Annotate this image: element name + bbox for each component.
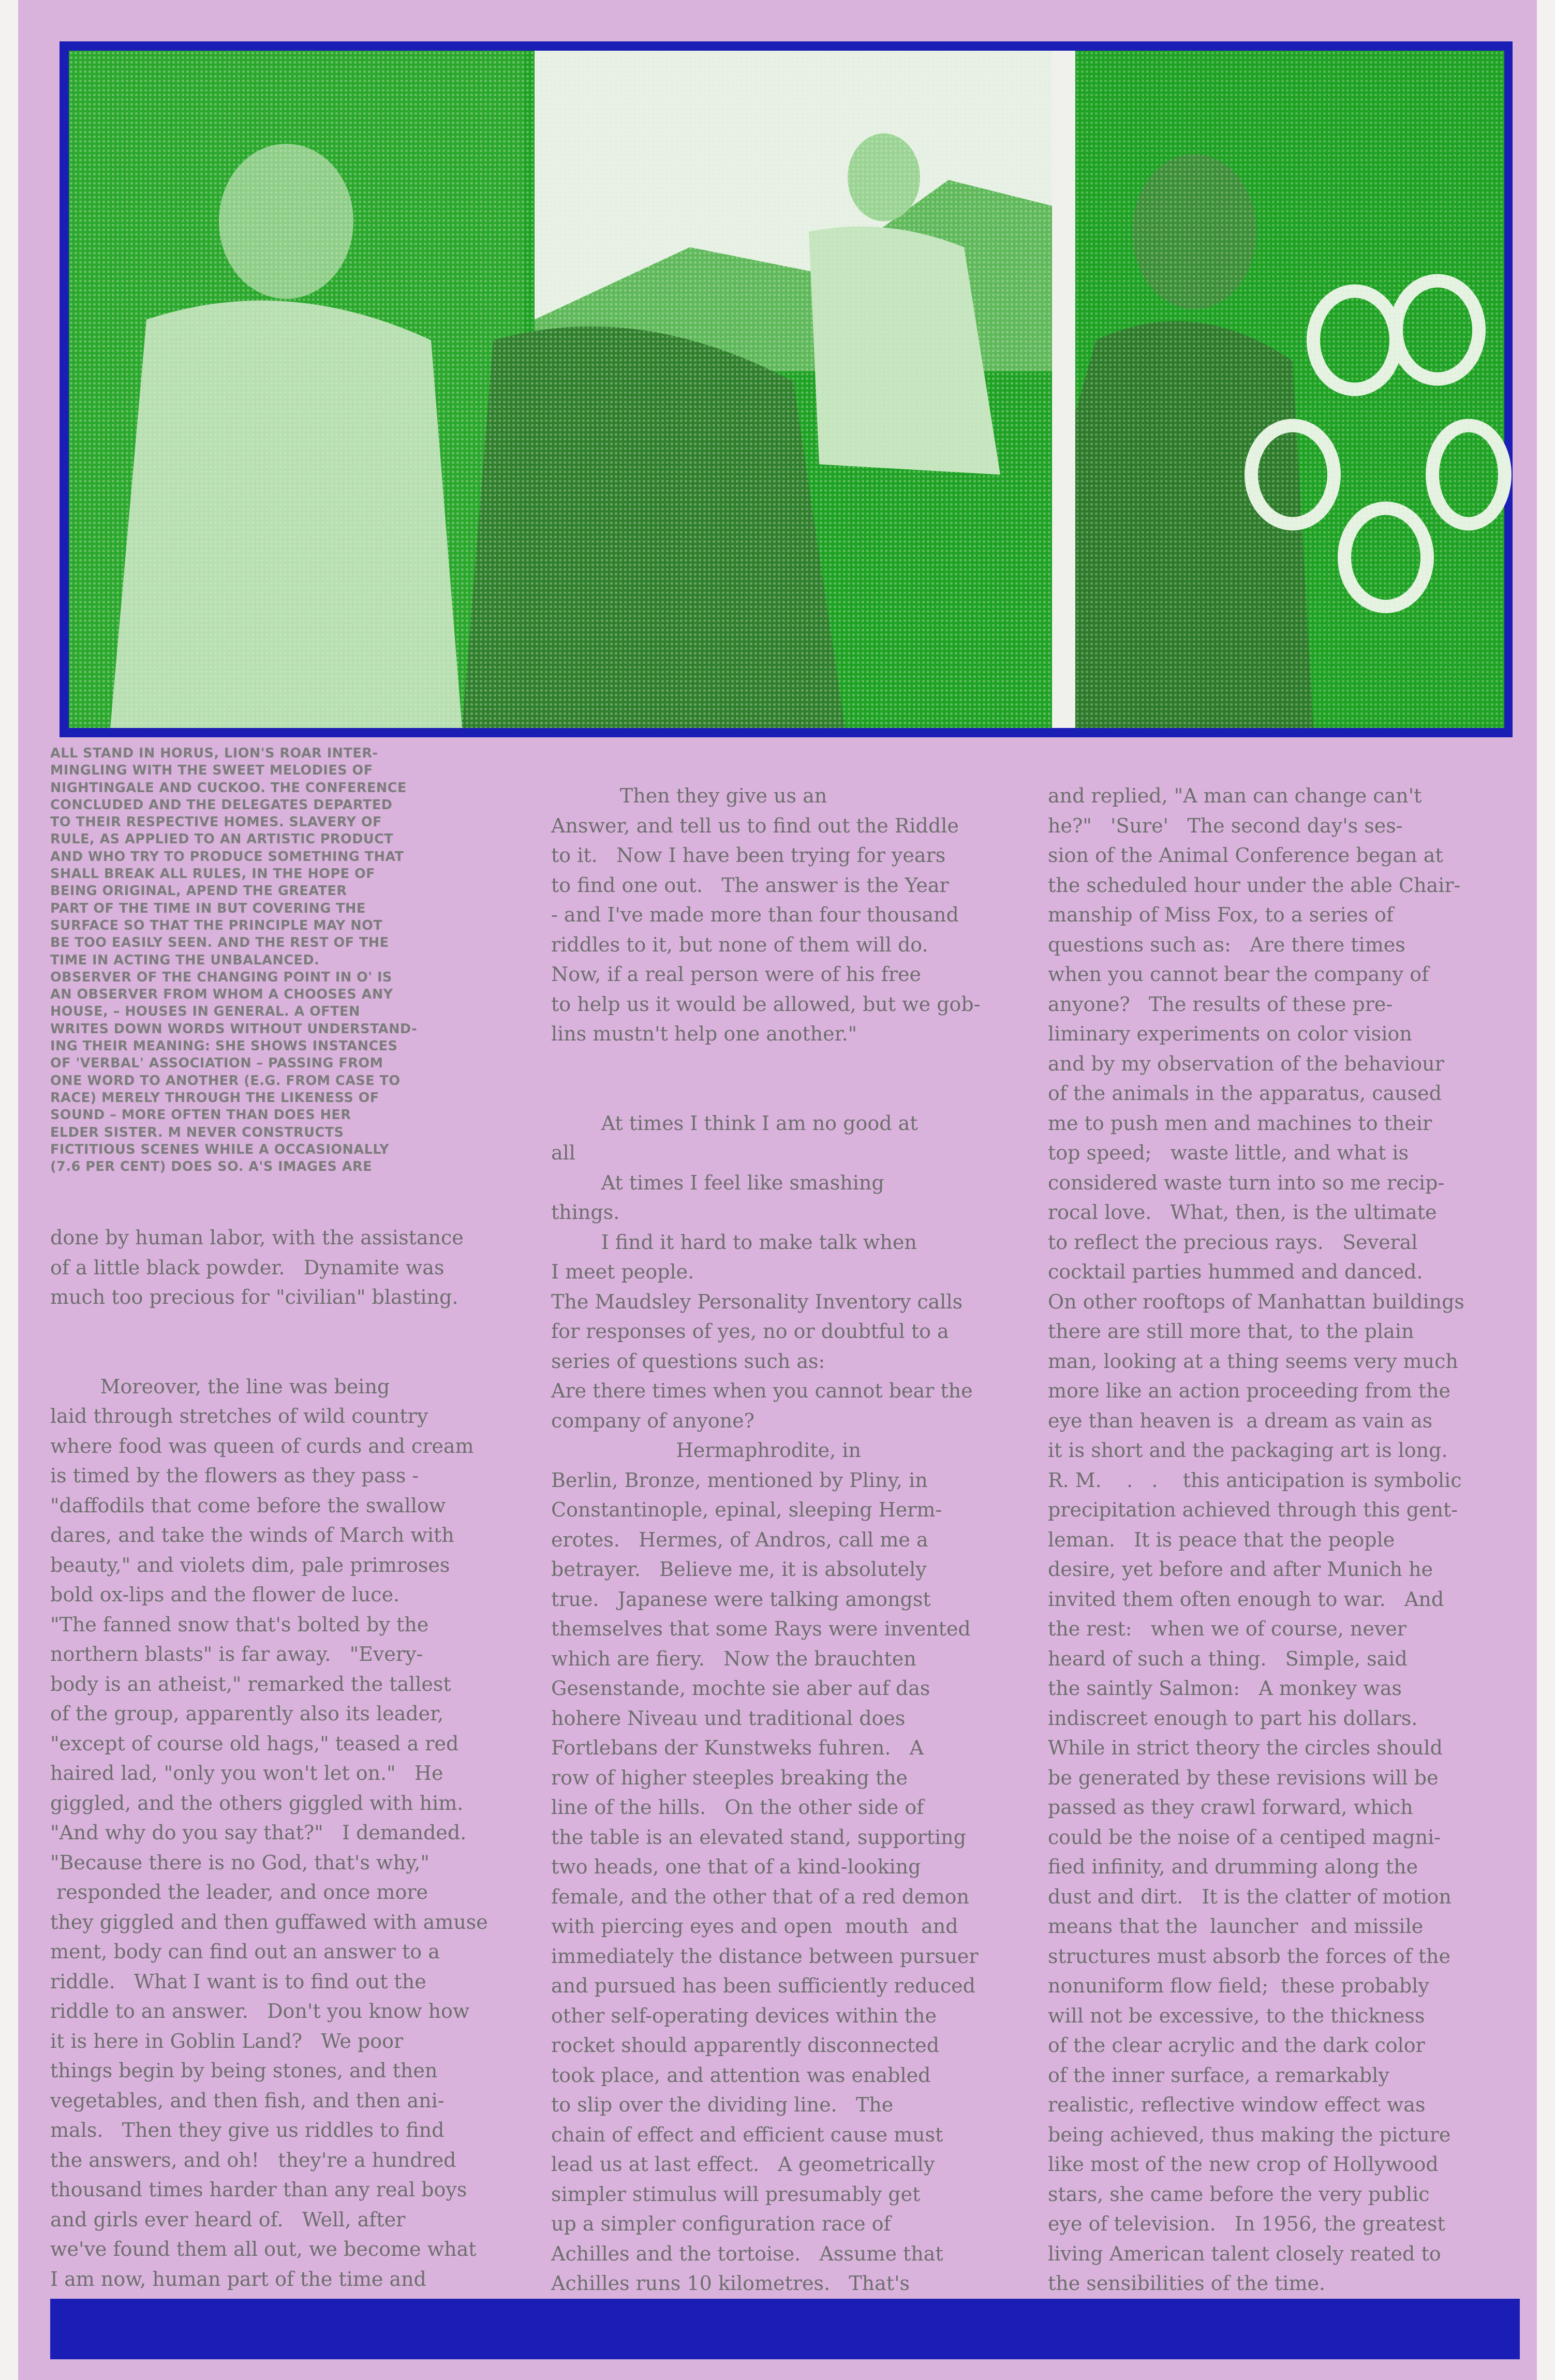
text-line: body is an atheist," remarked the tallest — [50, 1672, 451, 1695]
text-line: NIGHTINGALE AND CUCKOO. THE CONFERENCE — [50, 780, 407, 796]
text-line: liminary experiments on color vision — [1048, 1022, 1412, 1045]
text-line: being achieved, thus making the picture — [1048, 2123, 1451, 2146]
text-line: be generated by these revisions will be — [1048, 1766, 1439, 1789]
text-line: I meet people. — [551, 1260, 694, 1283]
text-line: all — [551, 1141, 575, 1164]
text-line: At times I feel like smashing — [551, 1171, 884, 1194]
text-line: to it. Now I have been trying for years — [551, 844, 946, 867]
text-line: to find one out. The answer is the Year — [551, 873, 949, 897]
text-line: desire, yet before and after Munich he — [1048, 1558, 1433, 1581]
text-line: is timed by the flowers as they pass - — [50, 1464, 419, 1487]
text-line: of a little black powder. Dynamite was — [50, 1256, 445, 1279]
text-line: dares, and take the winds of March with — [50, 1524, 454, 1546]
text-line: mals. Then they give us riddles to find — [50, 2119, 445, 2141]
text-line: SHALL BREAK ALL RULES, IN THE HOPE OF — [50, 866, 376, 882]
text-line: dust and dirt. It is the clatter of motion — [1048, 1885, 1452, 1908]
wheels-photo — [1075, 51, 1504, 728]
text-line: eye than heaven is a dream as vain as — [1048, 1409, 1433, 1432]
text-line: - and I've made more than four thousand — [551, 903, 959, 926]
text-line: Then they give us an — [551, 784, 827, 807]
text-line: to reflect the precious rays. Several — [1048, 1230, 1418, 1254]
text-line: man, looking at a thing seems very much — [1048, 1349, 1458, 1373]
text-line: I am now, human part of the time and — [50, 2267, 426, 2290]
text-line: rocal love. What, then, is the ultimate — [1048, 1201, 1437, 1224]
text-line: beauty," and violets dim, pale primroses — [50, 1553, 450, 1576]
text-line: and girls ever heard of. Well, after — [50, 2208, 406, 2231]
text-line: AND WHO TRY TO PRODUCE SOMETHING THAT — [50, 849, 404, 865]
text-line: responded the leader, and once more — [50, 1881, 428, 1903]
text-line: At times I think I am no good at — [551, 1111, 918, 1135]
text-line: thousand times harder than any real boys — [50, 2178, 467, 2201]
text-line: Hermaphrodite, in — [551, 1439, 861, 1462]
text-line: there are still more that, to the plain — [1048, 1320, 1414, 1343]
text-line: more like an action proceeding from the — [1048, 1379, 1450, 1402]
text-line: fied infinity, and drumming along the — [1048, 1855, 1418, 1878]
text-line: of the group, apparently also its leader, — [50, 1702, 444, 1725]
text-line: means that the launcher and missile — [1048, 1915, 1424, 1938]
text-line: riddle. What I want is to find out the — [50, 1970, 426, 1993]
text-line: me to push men and machines to their — [1048, 1111, 1432, 1135]
text-line: it is short and the packaging art is long. — [1048, 1439, 1448, 1462]
text-line: realistic, reflective window effect was — [1048, 2093, 1426, 2116]
text-line: ELDER SISTER. M NEVER CONSTRUCTS — [50, 1124, 344, 1140]
text-line: Constantinople, epinal, sleeping Herm- — [551, 1498, 942, 1521]
text-line: things. — [551, 1201, 620, 1224]
text-line: RACE) MERELY THROUGH THE LIKENESS OF — [50, 1090, 379, 1106]
text-line: with piercing eyes and open mouth and — [551, 1915, 958, 1938]
text-line: The Maudsley Personality Inventory calls — [551, 1290, 963, 1313]
text-line: where food was queen of curds and cream — [50, 1434, 474, 1457]
text-line: cocktail parties hummed and danced. — [1048, 1260, 1423, 1283]
text-line: (7.6 PER CENT) DOES SO. A'S IMAGES ARE — [50, 1159, 373, 1175]
text-line: "daffodils that come before the swallow — [50, 1494, 446, 1517]
text-line: and by my observation of the behaviour — [1048, 1052, 1444, 1075]
text-line: SOUND – MORE OFTEN THAN DOES HER — [50, 1107, 351, 1123]
text-line: CONCLUDED AND THE DELEGATES DEPARTED — [50, 797, 393, 813]
text-line: Answer, and tell us to find out the Riddle — [551, 814, 959, 837]
text-line: lins mustn't help one another." — [551, 1022, 857, 1045]
text-line: Moreover, the line was being — [50, 1375, 390, 1398]
text-line: of the animals in the apparatus, caused — [1048, 1082, 1442, 1105]
column-3-text — [1048, 781, 1537, 2295]
text-line: two heads, one that of a kind-looking — [551, 1855, 921, 1878]
text-line: PART OF THE TIME IN BUT COVERING THE — [50, 900, 366, 916]
text-line: and replied, "A man can change can't — [1048, 784, 1422, 807]
text-line: simpler stimulus will presumably get — [551, 2182, 921, 2206]
text-line: for responses of yes, no or doubtful to a — [551, 1320, 949, 1343]
text-line: to slip over the dividing line. The — [551, 2093, 894, 2116]
column-1-text — [50, 1223, 568, 2294]
text-line: hohere Niveau und traditional does — [551, 1706, 906, 1730]
print-sheet — [18, 0, 1537, 2380]
halftone-overlay-right — [1075, 51, 1504, 728]
text-line: ONE WORD TO ANOTHER (E.G. FROM CASE TO — [50, 1073, 401, 1089]
text-line: Fortlebans der Kunstweks fuhren. A — [551, 1736, 924, 1759]
text-line: when you cannot bear the company of — [1048, 963, 1429, 986]
text-line: took place, and attention was enabled — [551, 2063, 931, 2087]
text-line: he?" 'Sure' The second day's ses- — [1048, 814, 1403, 837]
text-line: riddle to an answer. Don't you know how — [50, 2000, 470, 2022]
text-line: it is here in Goblin Land? We poor — [50, 2029, 404, 2052]
text-line: will not be excessive, to the thickness — [1048, 2004, 1425, 2027]
text-line: bold ox-lips and the flower de luce. — [50, 1583, 400, 1606]
text-line: passed as they crawl forward, which — [1048, 1796, 1413, 1819]
text-line: northern blasts" is far away. "Every- — [50, 1643, 423, 1665]
text-line: MINGLING WITH THE SWEET MELODIES OF — [50, 763, 373, 779]
text-line: structures must absorb the forces of the — [1048, 1944, 1450, 1968]
text-line: of the clear acrylic and the dark color — [1048, 2034, 1425, 2057]
text-line: questions such as: Are there times — [1048, 933, 1405, 956]
text-line: sion of the Animal Conference began at — [1048, 844, 1443, 867]
text-line: other self-operating devices within the — [551, 2004, 937, 2027]
text-line: eye of television. In 1956, the greatest — [1048, 2212, 1445, 2235]
text-line: the scheduled hour under the able Chair- — [1048, 873, 1461, 897]
text-line: living American talent closely reated to — [1048, 2242, 1441, 2265]
text-line: ING THEIR MEANING: SHE SHOWS INSTANCES — [50, 1038, 398, 1054]
text-line: ALL STAND IN HORUS, LION'S ROAR INTER- — [50, 746, 378, 761]
text-line: they giggled and then guffawed with amuse — [50, 1910, 488, 1933]
column-2-text — [551, 781, 1063, 2295]
text-line: "The fanned snow that's bolted by the — [50, 1613, 429, 1636]
text-line: While in strict theory the circles should — [1048, 1736, 1443, 1759]
text-line: series of questions such as: — [551, 1349, 825, 1373]
text-line: top speed; waste little, and what is — [1048, 1141, 1409, 1164]
text-line: SURFACE SO THAT THE PRINCIPLE MAY NOT — [50, 917, 383, 933]
photo-frame — [60, 41, 1513, 737]
text-line: vegetables, and then fish, and then ani- — [50, 2089, 445, 2112]
text-line: to help us it would be allowed, but we gob- — [551, 992, 981, 1016]
text-line: done by human labor, with the assistance — [50, 1226, 464, 1249]
text-line: could be the noise of a centiped magni- — [1048, 1825, 1441, 1849]
text-line: Now, if a real person were of his free — [551, 963, 921, 986]
text-line: "except of course old hags," teased a red — [50, 1732, 459, 1755]
text-line: the table is an elevated stand, supporting — [551, 1825, 966, 1849]
text-line: themselves that some Rays were invented — [551, 1617, 971, 1640]
text-line: the answers, and oh! they're a hundred — [50, 2148, 456, 2171]
text-line: manship of Miss Fox, to a series of — [1048, 903, 1394, 926]
text-line: considered waste turn into so me recip- — [1048, 1171, 1445, 1194]
text-line: OBSERVER OF THE CHANGING POINT IN O' IS — [50, 969, 392, 985]
text-line: BE TOO EASILY SEEN. AND THE REST OF THE — [50, 935, 389, 951]
text-line: AN OBSERVER FROM WHOM A CHOOSES ANY — [50, 987, 393, 1003]
text-line: riddles to it, but none of them will do. — [551, 933, 928, 956]
text-line: HOUSE, – HOUSES IN GENERAL. A OFTEN — [50, 1004, 360, 1020]
text-line: heard of such a thing. Simple, said — [1048, 1647, 1408, 1670]
text-line: I find it hard to make talk when — [551, 1230, 917, 1254]
column-1-caps-text — [50, 745, 568, 1226]
text-line: Gesenstande, mochte sie aber auf das — [551, 1677, 930, 1700]
text-line: line of the hills. On the other side of — [551, 1796, 924, 1819]
text-line: things begin by being stones, and then — [50, 2059, 438, 2082]
text-line: of the inner surface, a remarkably — [1048, 2063, 1389, 2087]
text-line: anyone? The results of these pre- — [1048, 992, 1393, 1016]
text-line: "And why do you say that?" I demanded. — [50, 1821, 467, 1844]
text-line: leman. It is peace that the people — [1048, 1528, 1395, 1551]
text-line: Berlin, Bronze, mentioned by Pliny, in — [551, 1468, 928, 1492]
text-line: rocket should apparently disconnected — [551, 2034, 940, 2057]
text-line: the rest: when we of course, never — [1048, 1617, 1406, 1640]
photo-divider — [1052, 51, 1075, 728]
text-line: laid through stretches of wild country — [50, 1405, 428, 1427]
text-line: invited them often enough to war. And — [1048, 1587, 1444, 1611]
text-line: nonuniform flow field; these probably — [1048, 1974, 1429, 1997]
text-line: the saintly Salmon: A monkey was — [1048, 1677, 1402, 1700]
text-line: FICTITIOUS SCENES WHILE A OCCASIONALLY — [50, 1141, 390, 1157]
text-line: like most of the new crop of Hollywood — [1048, 2153, 1439, 2176]
workers-photo — [69, 51, 1052, 728]
bottom-color-bar — [50, 2299, 1520, 2359]
text-line: the sensibilities of the time. — [1048, 2272, 1326, 2295]
text-line: TO THEIR RESPECTIVE HOMES. SLAVERY OF — [50, 814, 382, 830]
text-line: chain of effect and efficient cause must — [551, 2123, 943, 2146]
text-line: OF 'VERBAL' ASSOCIATION – PASSING FROM — [50, 1055, 383, 1072]
text-line: TIME IN ACTING THE UNBALANCED. — [50, 952, 320, 968]
text-line: Achilles runs 10 kilometres. That's — [551, 2272, 910, 2295]
text-line — [50, 1313, 568, 1343]
text-line — [50, 1342, 568, 1372]
text-line: precipitation achieved through this gent- — [1048, 1498, 1458, 1521]
text-line: betrayer. Believe me, it is absolutely — [551, 1558, 927, 1581]
text-line: ment, body can find out an answer to a — [50, 1940, 440, 1963]
text-line: Achilles and the tortoise. Assume that — [551, 2242, 943, 2265]
text-line: row of higher steeples breaking the — [551, 1766, 908, 1789]
text-line: "Because there is no God, that's why," — [50, 1851, 430, 1874]
text-line: and pursued has been sufficiently reduced — [551, 1974, 975, 1997]
text-line: WRITES DOWN WORDS WITHOUT UNDERSTAND- — [50, 1021, 418, 1037]
text-line: haired lad, "only you won't let on." He — [50, 1762, 443, 1784]
text-line: erotes. Hermes, of Andros, call me a — [551, 1528, 928, 1551]
text-line: BEING ORIGINAL, APEND THE GREATER — [50, 883, 347, 899]
text-line: immediately the distance between pursuer — [551, 1944, 979, 1968]
text-line: much too precious for "civilian" blasting. — [50, 1286, 458, 1308]
text-line: stars, she came before the very public — [1048, 2182, 1430, 2206]
text-line: true. Japanese were talking amongst — [551, 1587, 931, 1611]
text-line: we've found them all out, we become what — [50, 2238, 477, 2260]
text-line: R. M. . . this anticipation is symbolic — [1048, 1468, 1462, 1492]
halftone-overlay — [69, 51, 1052, 728]
text-line — [551, 1049, 1063, 1079]
text-line: female, and the other that of a red demon — [551, 1885, 970, 1908]
text-line: RULE, AS APPLIED TO AN ARTISTIC PRODUCT — [50, 831, 394, 847]
text-line: company of anyone? — [551, 1409, 755, 1432]
text-line: On other rooftops of Manhattan buildings — [1048, 1290, 1464, 1313]
text-line: Are there times when you cannot bear the — [551, 1379, 973, 1402]
text-line: giggled, and the others giggled with him. — [50, 1791, 464, 1814]
text-line: which are fiery. Now the brauchten — [551, 1647, 916, 1670]
text-line: up a simpler configuration race of — [551, 2212, 891, 2235]
text-line — [551, 1079, 1063, 1109]
text-line: indiscreet enough to part his dollars. — [1048, 1706, 1418, 1730]
text-line: lead us at last effect. A geometrically — [551, 2153, 935, 2176]
